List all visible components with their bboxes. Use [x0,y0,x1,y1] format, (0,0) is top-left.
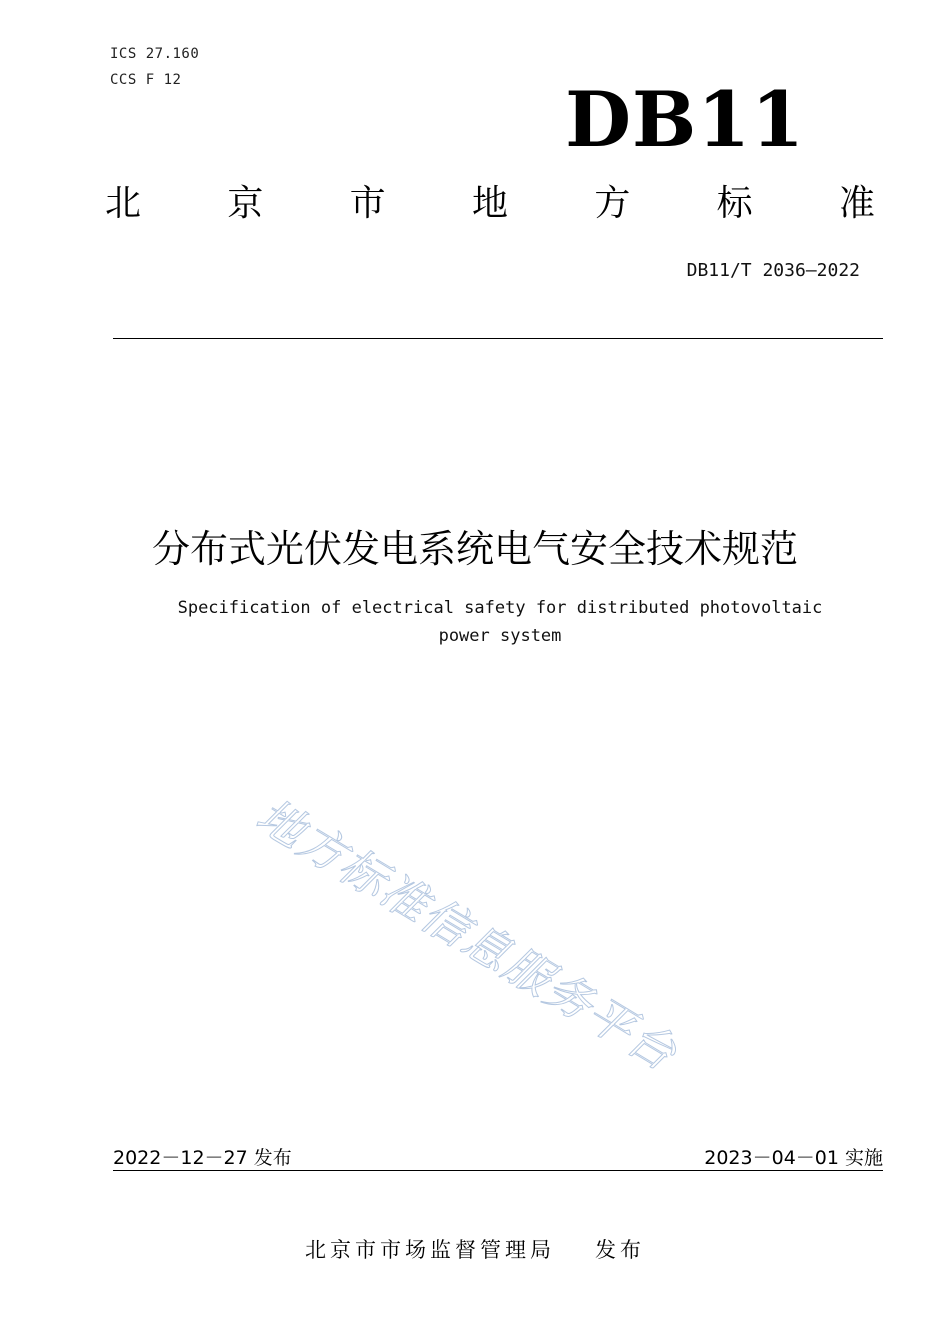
standard-type-char: 标 [716,183,753,224]
standard-type-char: 北 [105,183,142,224]
watermark: 地方标准信息服务平台 [247,787,687,1082]
standard-number: DB11/T 2036—2022 [686,260,860,281]
document-title-chinese: 分布式光伏发电系统电气安全技术规范 [151,527,798,571]
implement-date: 2023－04－01 实施 [704,1147,883,1169]
standard-type-char: 市 [349,183,386,224]
header-divider [113,338,883,339]
standard-type-char: 方 [594,183,631,224]
standard-type-char: 准 [838,183,875,224]
issuer-action: 发布 [595,1238,645,1262]
date-row [113,1143,883,1170]
standard-type-char: 地 [471,183,508,224]
publish-date: 2022－12－27 发布 [113,1147,292,1169]
english-title-line-1: Specification of electrical safety for distributed photovoltaic [177,598,823,618]
standard-type-title [105,184,875,224]
english-title-line-2: power system [438,626,562,646]
db-logo-mark: DB11 [565,75,805,164]
ccs-code: CCS F 12 [110,72,182,88]
issuer-line [0,1234,950,1264]
footer-divider [113,1170,883,1171]
standard-type-char: 京 [227,183,264,224]
issuer-name: 北京市市场监督管理局 [305,1238,555,1262]
document-title-english [110,594,890,650]
ics-code: ICS 27.160 [110,46,200,62]
